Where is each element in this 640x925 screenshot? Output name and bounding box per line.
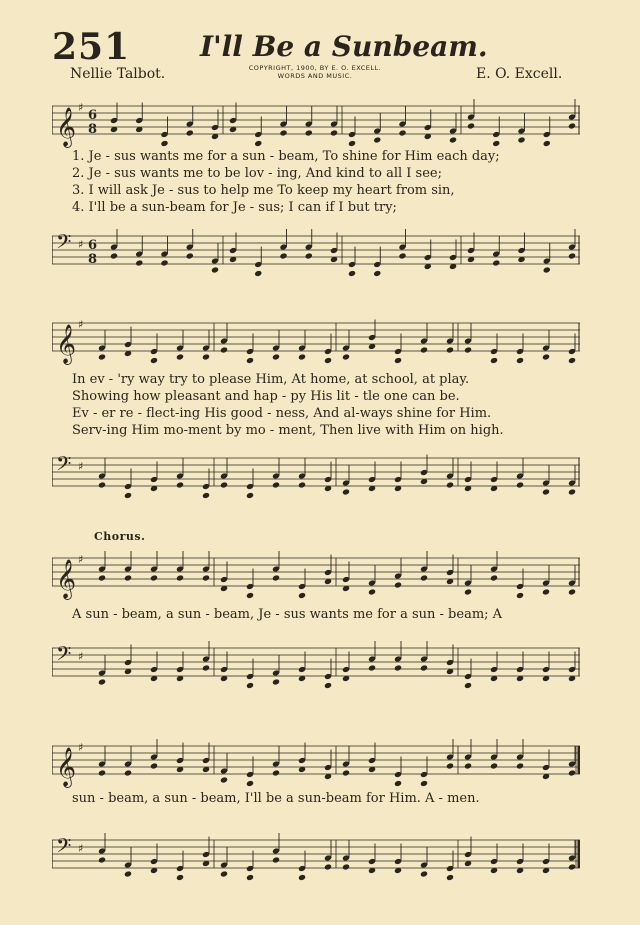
note-head [272,481,280,488]
note-head [342,769,350,776]
bass-staff [52,832,580,882]
time-signature-bottom: 8 [88,252,98,267]
time-signature-top: 6 [88,108,98,123]
note-head [568,769,576,776]
note-head [124,492,132,499]
note-head [279,129,287,136]
note-head [272,769,280,776]
note-head [298,592,306,599]
note-head [202,353,210,360]
lyric-line: sun - beam, a sun - beam, I'll be a sun-beam for Him. A - men. [72,791,480,806]
note-head [110,252,118,259]
final-barline [578,746,581,774]
note-head [220,481,228,488]
chorus-lyrics-block [72,790,582,807]
note-head [516,592,524,599]
treble-staff [52,550,580,600]
note-head [449,136,457,143]
sharp-icon: ♯ [78,650,84,663]
sharp-icon: ♯ [78,238,84,251]
note-head [98,856,106,863]
lyric-line: Serv-ing Him mo-ment by mo - ment, Then live with Him on high. [72,423,504,438]
note-head [467,122,475,129]
note-head [176,353,184,360]
note-head [492,140,500,147]
note-head [398,252,406,259]
note-head [254,270,262,277]
hymn-title: I'll Be a Sunbeam. [200,30,488,63]
sharp-icon: ♯ [78,460,84,473]
note-head [124,769,132,776]
note-head [394,664,402,671]
note-head [202,492,210,499]
note-head [490,357,498,364]
note-head [420,780,428,787]
note-head [324,357,332,364]
chorus-lyrics-block [72,606,582,623]
note-head [394,780,402,787]
note-head [246,780,254,787]
treble-staff [52,315,580,365]
note-head [420,870,428,877]
note-head [246,357,254,364]
note-head [373,270,381,277]
composer: E. O. Excell. [476,66,563,82]
note-head [420,664,428,671]
note-head [446,481,454,488]
final-barline [578,840,581,868]
treble-clef-icon: 𝄞 [56,324,77,364]
lyric-line: 1. Je - sus wants me for a sun - beam, To shine for Him each day; [72,149,500,164]
note-head [398,129,406,136]
note-head [542,488,550,495]
note-head [324,863,332,870]
sharp-icon: ♯ [78,842,84,855]
lyric-line: 2. Je - sus wants me to be lov - ing, And kind to all I see; [72,166,442,181]
note-head [492,259,500,266]
note-head [420,346,428,353]
note-head [348,140,356,147]
note-head [324,682,332,689]
note-head [254,140,262,147]
treble-staff [52,738,580,788]
note-head [568,357,576,364]
note-head [342,863,350,870]
note-head [394,581,402,588]
note-head [202,574,210,581]
note-head [160,259,168,266]
note-head [272,353,280,360]
note-head [220,776,228,783]
note-head [568,252,576,259]
note-head [394,357,402,364]
note-head [464,762,472,769]
note-head [176,481,184,488]
note-head [98,769,106,776]
verse-lyrics-block [72,148,582,216]
time-signature-bottom: 8 [88,122,98,137]
note-head [298,481,306,488]
bass-clef-icon: 𝄢 [56,452,72,480]
note-head [464,346,472,353]
bass-clef-icon: 𝄢 [56,642,72,670]
music-system-1 [52,88,580,278]
treble-clef-icon: 𝄞 [56,559,77,599]
note-head [98,574,106,581]
note-head [516,357,524,364]
note-head [160,140,168,147]
note-head [446,874,454,881]
sharp-icon: ♯ [78,553,84,566]
note-head [446,346,454,353]
note-head [272,678,280,685]
note-head [543,266,551,273]
lyric-line: 3. I will ask Je - sus to help me To keep my heart from sin, [72,183,455,198]
note-head [373,136,381,143]
lyric-line: 4. I'll be a sun-beam for Je - sus; I can if I but try; [72,200,397,215]
note-head [202,664,210,671]
note-head [124,574,132,581]
note-head [186,129,194,136]
note-head [135,259,143,266]
bass-staff [52,228,580,278]
note-head [298,874,306,881]
time-signature-top: 6 [88,238,98,253]
lyric-line: Ev - er re - flect-ing His good - ness, And al-ways shine for Him. [72,406,492,421]
note-head [246,682,254,689]
note-head [368,664,376,671]
note-head [542,588,550,595]
note-head [368,588,376,595]
bass-staff [52,640,580,690]
bass-clef-icon: 𝄢 [56,230,72,258]
treble-clef-icon: 𝄞 [56,107,77,147]
verse-lyrics-block [72,371,582,439]
note-head [272,856,280,863]
note-head [490,762,498,769]
sharp-icon: ♯ [78,318,84,331]
note-head [542,353,550,360]
note-head [220,870,228,877]
note-head [543,140,551,147]
note-head [176,574,184,581]
lyric-line: A sun - beam, a sun - beam, Je - sus wants me for a sun - beam; A [72,607,503,622]
note-head [98,678,106,685]
note-head [305,252,313,259]
lyric-line: Showing how pleasant and hap - py His lit - tle one can be. [72,389,460,404]
author: Nellie Talbot. [70,66,166,82]
chorus-label: Chorus. [94,530,146,543]
note-head [246,492,254,499]
note-head [568,488,576,495]
note-head [446,762,454,769]
copyright-line: WORDS AND MUSIC. [277,72,353,80]
note-head [568,588,576,595]
note-head [348,270,356,277]
note-head [342,488,350,495]
note-head [150,762,158,769]
note-head [272,574,280,581]
treble-clef-icon: 𝄞 [56,747,77,787]
note-head [98,353,106,360]
note-head [298,353,306,360]
bass-staff [52,450,580,500]
music-system-2 [52,305,580,495]
note-head [568,863,576,870]
treble-staff [52,98,580,148]
note-head [211,266,219,273]
note-head [186,252,194,259]
note-head [150,574,158,581]
note-head [464,682,472,689]
hymn-number: 251 [52,26,131,68]
note-head [516,481,524,488]
note-head [568,122,576,129]
note-head [150,357,158,364]
note-head [246,874,254,881]
note-head [220,346,228,353]
note-head [305,129,313,136]
note-head [124,870,132,877]
music-system-4 [52,720,580,900]
note-head [98,481,106,488]
copyright-notice [220,64,410,80]
lyric-line: In ev - 'ry way try to please Him, At home, at school, at play. [72,372,470,387]
note-head [279,252,287,259]
note-head [246,592,254,599]
bass-clef-icon: 𝄢 [56,834,72,862]
copyright-line: COPYRIGHT, 1900, BY E. O. EXCELL. [248,64,382,72]
note-head [330,129,338,136]
note-head [342,353,350,360]
note-head [490,574,498,581]
sharp-icon: ♯ [78,741,84,754]
note-head [516,762,524,769]
note-head [464,588,472,595]
note-head [517,136,525,143]
music-system-3 [52,540,580,700]
note-head [420,574,428,581]
note-head [176,874,184,881]
sharp-icon: ♯ [78,101,84,114]
